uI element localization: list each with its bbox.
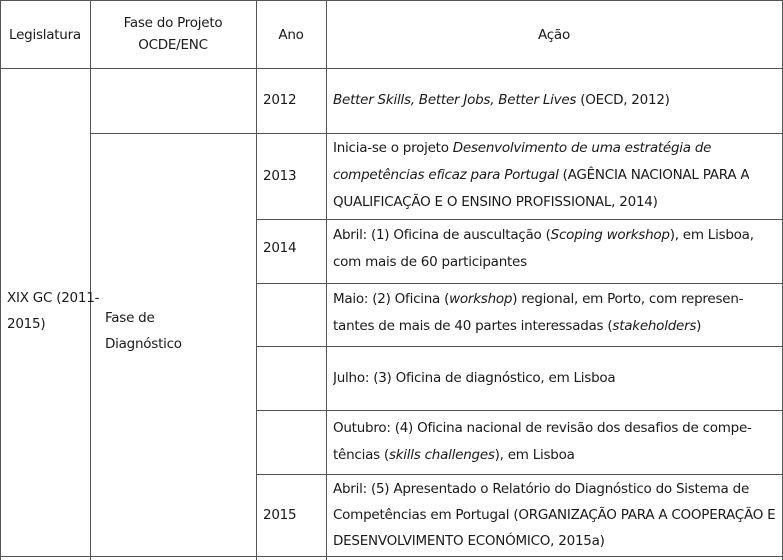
acao-text: Inicia-se o projeto (333, 140, 453, 156)
table-left-border (0, 0, 1, 560)
acao-text: ), em Lisboa, (669, 227, 754, 243)
acao-line (333, 222, 754, 249)
acao-text: DESENVOLVIMENTO ECONÓMICO, 2015a) (333, 533, 605, 549)
legislatura-line1: XIX GC (2011- (7, 290, 100, 306)
ano-value: 2015 (263, 507, 297, 523)
acao-text: tantes de mais de 40 partes interessadas ( (333, 318, 613, 334)
acao-text: Competências em Portugal (ORGANIZAÇÃO PARA A COOPERAÇÃO E (333, 507, 776, 523)
acao-text: ), em Lisboa (494, 447, 575, 463)
acao-text-italic: Scoping workshop (550, 227, 670, 243)
acao-text: Julho: (3) Oficina de diagnóstico, em Lisboa (333, 370, 616, 386)
table-row-2014-ano (263, 235, 296, 262)
row-divider (256, 346, 783, 347)
acao-line (333, 286, 743, 313)
acao-text: (OECD, 2012) (576, 92, 670, 108)
table-row-julho-acao (333, 365, 615, 392)
acao-text-italic: stakeholders (612, 318, 697, 334)
column-divider (90, 0, 91, 560)
acao-text: Outubro: (4) Oficina nacional de revisão dos desafios de compe- (333, 420, 752, 436)
acao-text: Maio: (2) Oficina ( (333, 291, 450, 307)
row-divider (256, 474, 783, 475)
table-row-2012-acao (333, 87, 670, 114)
row-divider (90, 133, 783, 134)
acao-text: ) (696, 318, 702, 334)
table-top-border (0, 0, 783, 1)
ano-value: 2013 (263, 168, 297, 184)
table-row-2015-acao (333, 476, 775, 554)
header-bottom-border (0, 68, 783, 69)
column-divider (256, 0, 257, 560)
fase-line2: Diagnóstico (105, 336, 182, 352)
table-row-outubro-acao (333, 415, 752, 469)
acao-text: (AGÊNCIA NACIONAL PARA A (558, 167, 750, 183)
acao-text: tências ( (333, 447, 389, 463)
table-row-2013-ano (263, 163, 296, 190)
table-row-maio-acao (333, 286, 743, 340)
legislatura-cell (7, 285, 99, 337)
acao-line (333, 502, 775, 528)
ano-value: 2012 (263, 92, 297, 108)
legislatura-line2: 2015) (7, 316, 46, 332)
acao-line (333, 162, 749, 189)
header-ano (256, 24, 326, 46)
acao-text: Abril: (1) Oficina de auscultação ( (333, 227, 551, 243)
acao-text-italic: skills challenges (388, 447, 495, 463)
header-legislatura (0, 24, 90, 46)
acao-text-italic: Better Skills, Better Jobs, Better Lives (333, 92, 577, 108)
row-divider (256, 283, 783, 284)
acao-line (333, 415, 752, 442)
table-row-2015-ano (263, 502, 296, 529)
table-row-2014-acao (333, 222, 754, 276)
header-ano-label: Ano (278, 27, 304, 43)
acao-line (333, 135, 749, 162)
row-divider (256, 410, 783, 411)
acao-line (333, 249, 754, 276)
ano-value: 2014 (263, 240, 297, 256)
header-acao (326, 24, 782, 46)
acao-text: ) regional, em Porto, com represen- (512, 291, 744, 307)
fase-cell (105, 305, 182, 357)
header-acao-label: Ação (538, 27, 570, 43)
acao-text-italic: workshop (449, 291, 513, 307)
header-fase-line1: Fase do Projeto (123, 15, 223, 31)
header-legislatura-label: Legislatura (9, 27, 81, 43)
row-divider (256, 219, 783, 220)
acao-line (333, 528, 775, 554)
header-fase-line2: OCDE/ENC (138, 37, 208, 53)
acao-text: QUALIFICAÇÃO E O ENSINO PROFISSIONAL, 2014) (333, 194, 658, 210)
acao-text-italic: Desenvolvimento de uma estratégia de (452, 140, 712, 156)
column-divider (326, 0, 327, 560)
header-fase (90, 12, 256, 56)
table-bottom-border (0, 556, 783, 557)
acao-line (333, 476, 775, 502)
fase-line1: Fase de (105, 310, 155, 326)
table-row-2012-ano (263, 87, 296, 114)
acao-text-italic: competências eficaz para Portugal (333, 167, 559, 183)
acao-line (333, 313, 743, 340)
acao-line (333, 442, 752, 469)
acao-text: Abril: (5) Apresentado o Relatório do Diagnóstico do Sistema de (333, 481, 749, 497)
acao-line (333, 189, 749, 216)
table-row-2013-acao (333, 135, 749, 216)
acao-text: com mais de 60 participantes (333, 254, 527, 270)
